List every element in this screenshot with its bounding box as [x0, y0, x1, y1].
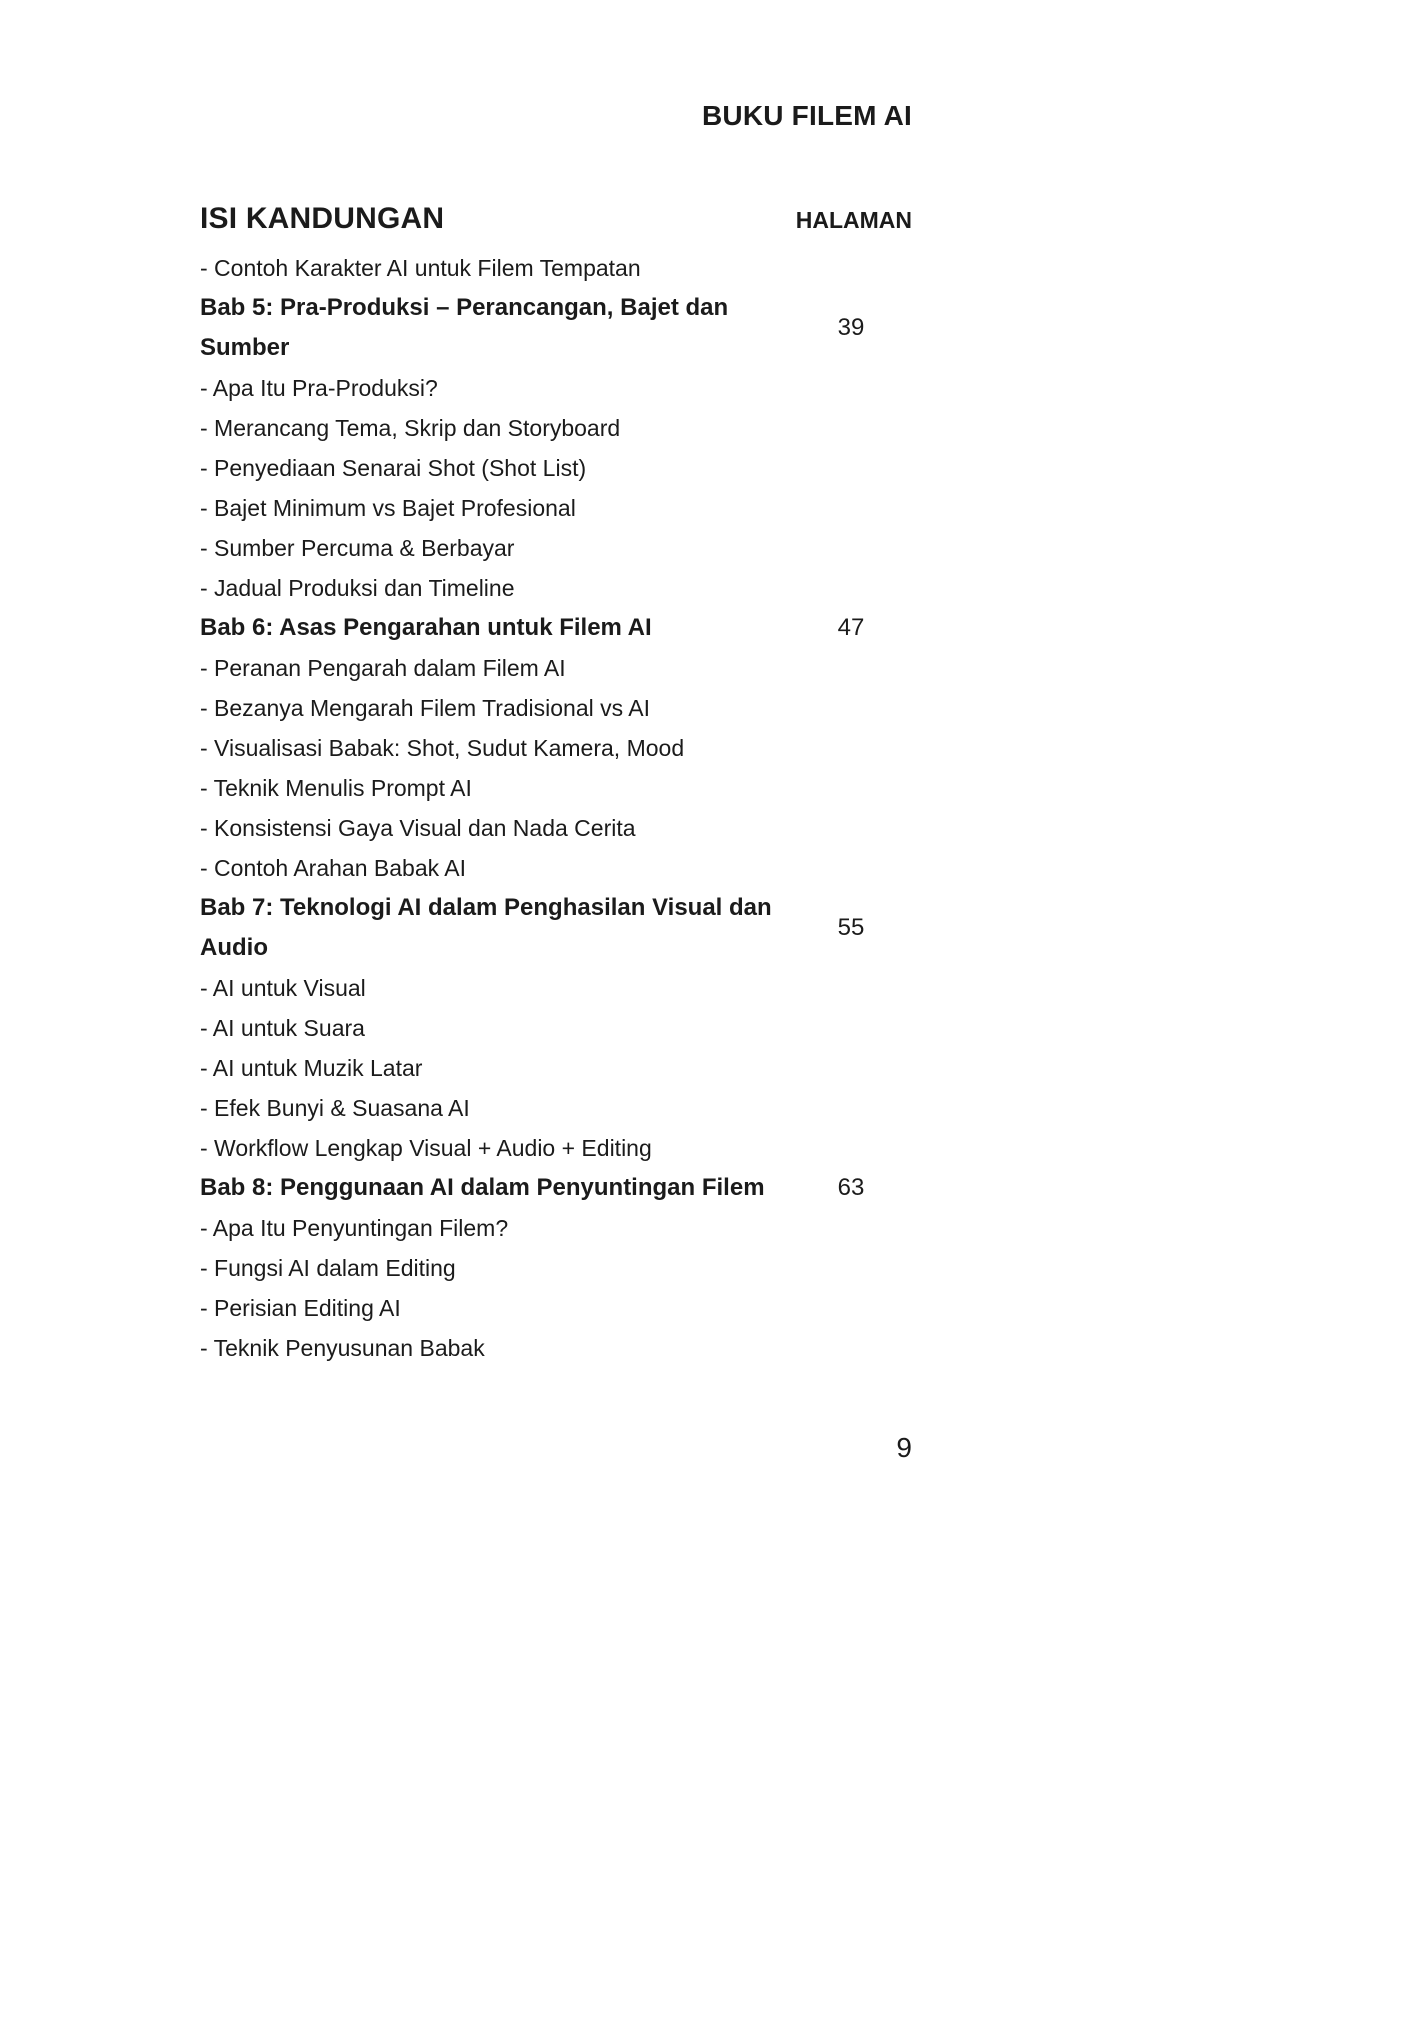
- toc-entry: [200, 728, 912, 768]
- toc-entry: [200, 1248, 912, 1288]
- toc-entry: [200, 888, 912, 968]
- toc-entry-text: - Peranan Pengarah dalam Filem AI: [200, 655, 566, 681]
- toc-entry-page: 55: [837, 914, 865, 941]
- toc-entry-text: - Bajet Minimum vs Bajet Profesional: [200, 495, 576, 521]
- toc-entry-text: - Efek Bunyi & Suasana AI: [200, 1095, 470, 1121]
- toc-entry: [200, 1288, 912, 1328]
- toc-entry: [200, 808, 912, 848]
- toc-header-row: [200, 202, 912, 236]
- toc-entry: [200, 1168, 912, 1208]
- toc-entry: [200, 1088, 912, 1128]
- toc-entry-text: - Bezanya Mengarah Filem Tradisional vs AI: [200, 695, 650, 721]
- toc-entry-text: - Teknik Penyusunan Babak: [200, 1335, 485, 1361]
- toc-entry: [200, 608, 912, 648]
- toc-entry-text: Bab 7: Teknologi AI dalam Penghasilan Visual dan Audio: [200, 894, 772, 961]
- toc-entry: [200, 488, 912, 528]
- toc-entry: [200, 368, 912, 408]
- toc-entry-text: - Apa Itu Pra-Produksi?: [200, 375, 438, 401]
- toc-entry-text: - Merancang Tema, Skrip dan Storyboard: [200, 415, 621, 441]
- toc-list: [200, 248, 912, 1368]
- book-title: BUKU FILEM AI: [702, 100, 912, 131]
- toc-entry-text: - Fungsi AI dalam Editing: [200, 1255, 456, 1281]
- toc-entry: [200, 448, 912, 488]
- toc-entry: [200, 248, 912, 288]
- toc-entry-text: - Contoh Karakter AI untuk Filem Tempatan: [200, 255, 641, 281]
- toc-entry: [200, 1328, 912, 1368]
- toc-entry-text: - Jadual Produksi dan Timeline: [200, 575, 515, 601]
- toc-entry-text: - Workflow Lengkap Visual + Audio + Editing: [200, 1135, 652, 1161]
- toc-entry: [200, 528, 912, 568]
- toc-entry: [200, 288, 912, 368]
- toc-entry-text: - AI untuk Suara: [200, 1015, 365, 1041]
- toc-entry-text: - Penyediaan Senarai Shot (Shot List): [200, 455, 587, 481]
- toc-entry-text: Bab 6: Asas Pengarahan untuk Filem AI: [200, 614, 652, 641]
- toc-entry: [200, 1008, 912, 1048]
- toc-entry-page: 39: [837, 314, 865, 341]
- toc-entry-text: - Konsistensi Gaya Visual dan Nada Cerita: [200, 815, 636, 841]
- toc-entry: [200, 568, 912, 608]
- toc-entry: [200, 1208, 912, 1248]
- page-number: 9: [896, 1432, 912, 1463]
- toc-entry-text: Bab 8: Penggunaan AI dalam Penyuntingan Filem: [200, 1174, 765, 1201]
- toc-entry-text: Bab 5: Pra-Produksi – Perancangan, Bajet dan Sumber: [200, 294, 729, 361]
- toc-entry-page: 63: [837, 1174, 865, 1201]
- toc-title: ISI KANDUNGAN: [200, 202, 445, 235]
- toc-entry: [200, 1128, 912, 1168]
- toc-entry-text: - Apa Itu Penyuntingan Filem?: [200, 1215, 509, 1241]
- toc-entry: [200, 408, 912, 448]
- toc-entry: [200, 688, 912, 728]
- toc-entry-text: - Visualisasi Babak: Shot, Sudut Kamera, Mood: [200, 735, 685, 761]
- toc-entry-text: - AI untuk Muzik Latar: [200, 1055, 423, 1081]
- toc-entry-text: - Perisian Editing AI: [200, 1295, 401, 1321]
- toc-entry: [200, 848, 912, 888]
- toc-entry-text: - Teknik Menulis Prompt AI: [200, 775, 472, 801]
- toc-entry: [200, 1048, 912, 1088]
- toc-entry: [200, 648, 912, 688]
- page-column-header: HALAMAN: [795, 207, 912, 233]
- toc-entry: [200, 968, 912, 1008]
- toc-entry: [200, 768, 912, 808]
- toc-entry-text: - Sumber Percuma & Berbayar: [200, 535, 515, 561]
- toc-entry-page: 47: [837, 614, 865, 641]
- toc-entry-text: - Contoh Arahan Babak AI: [200, 855, 466, 881]
- toc-content: [200, 100, 912, 1368]
- toc-entry-text: - AI untuk Visual: [200, 975, 366, 1001]
